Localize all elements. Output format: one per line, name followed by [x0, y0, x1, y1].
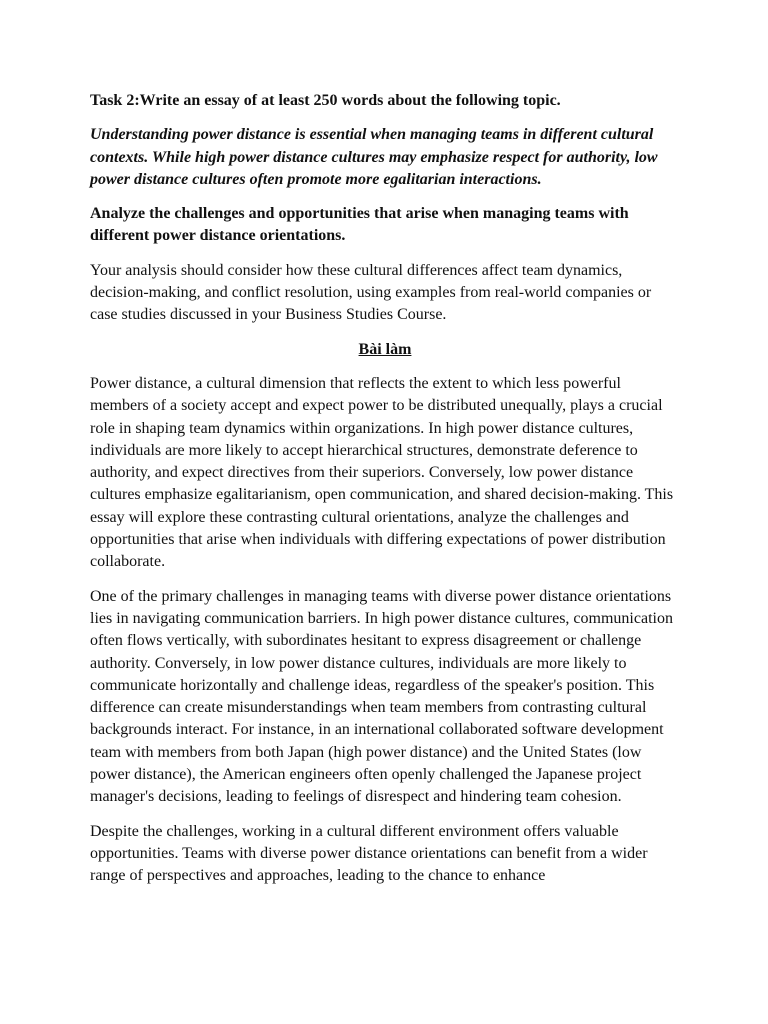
essay-paragraph-2: One of the primary challenges in managing teams with diverse power distance orientations lies in navigating communication barriers. In high power distance cultures, communication often flows vertically, with subordinates hesitant to express disagreement or challenge authority. Conversely, in low power distance cultures, individuals are more likely to communicate horizontally and challenge ideas, regardless of the speaker's position. This difference can create misunderstandings when team members from contrasting cultural backgrounds interact. For instance, in an international collaborated software development team with members from both Japan (high power distance) and the United States (low power distance), the American engineers often openly challenged the Japanese project manager's decisions, leading to feelings of disrespect and hindering team cohesion.	[90, 587, 673, 806]
prompt-statement: Understanding power distance is essential when managing teams in different cultural contexts. While high power distance cultures may emphasize respect for authority, low power distance cultures often promote more egalitarian interactions.	[90, 126, 658, 188]
essay-paragraph-3: Despite the challenges, working in a cultural different environment offers valuable opportunities. Teams with diverse power distance orientations can benefit from a wider range of perspectives and approaches, leading to the chance to enhance	[90, 822, 648, 885]
document-page	[90, 90, 680, 900]
answer-heading: Bài làm	[358, 340, 412, 358]
task-title: Task 2:Write an essay of at least 250 words about the following topic.	[90, 92, 561, 109]
prompt-question: Analyze the challenges and opportunities that arise when managing teams with different power distance orientations.	[90, 205, 629, 245]
essay-paragraph-1: Power distance, a cultural dimension that reflects the extent to which less powerful members of a society accept and expect power to be distributed unequally, plays a crucial role in shaping team dynamics within organizations. In high power distance cultures, individuals are more likely to accept hierarchical structures, demonstrate deference to authority, and expect directives from their superiors. Conversely, low power distance cultures emphasize egalitarianism, open communication, and shared decision-making. This essay will explore these contrasting cultural orientations, analyze the challenges and opportunities that arise when individuals with differing expectations of power distribution collaborate.	[90, 374, 674, 571]
prompt-instructions: Your analysis should consider how these cultural differences affect team dynamics, decision-making, and conflict resolution, using examples from real-world companies or case studies discussed in your Business Studies Course.	[90, 261, 652, 324]
